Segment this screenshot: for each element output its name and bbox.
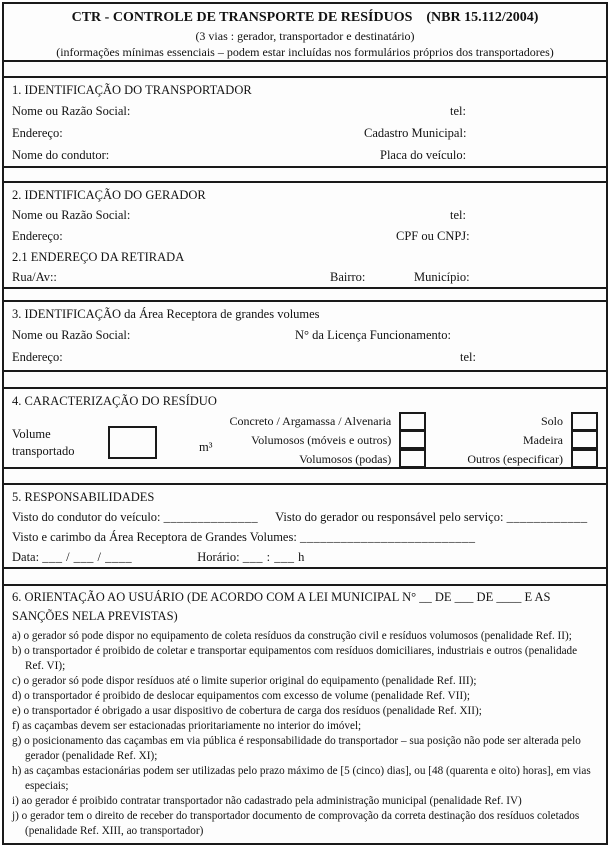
guidance-item-i: i) ao gerador é proibido contratar transportador não cadastrado pela administração municipal (penalidade Ref. IV) — [12, 795, 522, 807]
checkbox-outros[interactable] — [571, 449, 598, 468]
section-gap — [4, 62, 606, 76]
city-label: Município: — [414, 270, 470, 284]
driver-signature-blank[interactable]: ______________ — [163, 510, 259, 524]
responsibilities-title: 5. RESPONSABILIDADES — [12, 490, 155, 504]
ctr-form-document — [2, 2, 608, 845]
generator-address-row — [12, 226, 598, 247]
transporter-name-row — [12, 100, 598, 122]
date-time-row — [12, 547, 598, 567]
driver-name-label: Nome do condutor: — [12, 148, 110, 162]
pickup-address-title: 2.1 ENDEREÇO DA RETIRADA — [12, 250, 185, 264]
pickup-street-row — [12, 267, 598, 288]
receiver-signature-label: Visto e carimbo da Área Receptora de Grandes Volumes: — [12, 530, 297, 544]
driver-signature-label: Visto do condutor do veículo: — [12, 510, 161, 524]
form-title: CTR - CONTROLE DE TRANSPORTE DE RESÍDUOS — [71, 10, 413, 25]
generator-title: 2. IDENTIFICAÇÃO DO GERADOR — [12, 188, 206, 202]
section-gap — [4, 569, 606, 584]
checkbox-solo[interactable] — [571, 412, 598, 431]
volume-unit-label: m³ — [199, 439, 213, 454]
nbr-reference: (NBR 15.112/2004) — [426, 10, 539, 25]
section-transporter — [4, 76, 606, 168]
section-responsibilities — [4, 483, 606, 569]
waste-body — [12, 412, 598, 469]
option-row-solo — [426, 412, 598, 431]
transporter-name-label: Nome ou Razão Social: — [12, 104, 131, 118]
receiving-name-row — [12, 324, 598, 346]
guidance-item-a: a) o gerador só pode dispor no equipamento de coleta resíduos da construção civil e resíduos volumosos (penalidade Ref. II); — [12, 630, 572, 642]
madeira-label: Madeira — [523, 433, 563, 447]
transporter-driver-row — [12, 144, 598, 166]
checkbox-volumosos-moveis[interactable] — [399, 430, 426, 449]
option-row-volumosos-podas — [230, 450, 427, 469]
option-row-outros — [426, 450, 598, 469]
form-header — [4, 4, 606, 62]
receiver-signature-blank[interactable]: __________________________ — [299, 530, 476, 544]
vehicle-plate-label: Placa do veículo: — [380, 148, 467, 162]
section-gap — [4, 469, 606, 483]
checkbox-concreto-argamassa-alvenaria[interactable] — [399, 412, 426, 431]
checkbox-volumosos-podas[interactable] — [399, 449, 426, 468]
copies-note: (3 vias : gerador, transportador e destinatário) — [195, 29, 415, 43]
receiving-address-label: Endereço: — [12, 350, 63, 364]
section-gap — [4, 289, 606, 300]
concreto-label: Concreto / Argamassa / Alvenaria — [229, 414, 392, 428]
signatures-row-2 — [12, 527, 598, 547]
receiving-area-title: 3. IDENTIFICAÇÃO da Área Receptora de grandes volumes — [12, 307, 320, 321]
transporter-address-row — [12, 122, 598, 144]
section-waste-characterization — [4, 387, 606, 469]
guidance-item-j: j) o gerador tem o direito de receber do transportador documento de comprovação da correta destinação dos resíduos coletados (penalidade Ref. XIII, ao transportador) — [12, 810, 580, 837]
waste-options-left — [230, 412, 427, 469]
volumosos-podas-label: Volumosos (podas) — [299, 452, 392, 466]
generator-tel-label: tel: — [450, 208, 466, 222]
guidance-item-h: h) as caçambas estacionárias podem ser utilizadas pelo prazo máximo de [5 (cinco) dias], ou [48 (quarenta e oito) horas], em vias especiais; — [12, 765, 591, 792]
section-gap — [4, 168, 606, 181]
option-row-volumosos-moveis — [230, 431, 427, 450]
generator-signature-blank[interactable]: ____________ — [506, 510, 588, 524]
receiving-tel-label: tel: — [460, 350, 476, 364]
transporter-address-label: Endereço: — [12, 126, 63, 140]
time-blank[interactable]: ___ : ___ h — [242, 550, 305, 564]
guidance-item-c: c) o gerador só pode dispor resíduos até o limite superior original do equipamento (penalidade Ref. III); — [12, 675, 477, 687]
outros-label: Outros (especificar) — [467, 452, 563, 466]
volume-group — [12, 412, 230, 460]
generator-name-label: Nome ou Razão Social: — [12, 208, 131, 222]
street-label: Rua/Av:: — [12, 270, 57, 284]
transporter-tel-label: tel: — [450, 104, 466, 118]
generator-signature-label: Visto do gerador ou responsável pelo serviço: — [275, 510, 504, 524]
guidance-item-f: f) as caçambas devem ser estacionadas prioritariamente no interior do imóvel; — [12, 720, 362, 732]
signatures-row-1 — [12, 507, 598, 527]
solo-label: Solo — [540, 414, 563, 428]
generator-address-label: Endereço: — [12, 229, 63, 243]
guidance-item-d: d) o transportador é proibido de deslocar equipamentos com excesso de volume (penalidade Ref. VII); — [12, 690, 471, 702]
transporter-title: 1. IDENTIFICAÇÃO DO TRANSPORTADOR — [12, 83, 252, 97]
option-row-madeira — [426, 431, 598, 450]
guidance-item-b: b) o transportador é proibido de coletar e transportar equipamentos com resíduos domiciliares, industriais e outros (penalidade Ref. VI); — [12, 645, 578, 672]
guidance-item-g: g) o posicionamento das caçambas em via pública é responsabilidade do transportador – sua posição não pode ser alterada pelo gerador (penalidade Ref. XI); — [12, 735, 581, 762]
form-title-row — [12, 7, 598, 28]
volume-input-box[interactable] — [108, 426, 157, 459]
receiving-address-row — [12, 346, 598, 368]
generator-name-row — [12, 205, 598, 226]
date-label: Data: — [12, 550, 40, 564]
info-note: (informações mínimas essenciais – podem estar incluídas nos formulários próprios dos transportadores) — [56, 45, 554, 59]
time-label: Horário: — [197, 550, 240, 564]
section-generator — [4, 181, 606, 289]
receiving-name-label: Nome ou Razão Social: — [12, 328, 131, 342]
date-blank[interactable]: ___ / ___ / ____ — [42, 550, 133, 564]
volume-label: Volume transportado — [12, 427, 75, 458]
section-receiving-area — [4, 300, 606, 372]
section-gap — [4, 372, 606, 387]
section-user-guidance — [4, 584, 606, 843]
waste-title: 4. CARACTERIZAÇÃO DO RESÍDUO — [12, 394, 217, 408]
volumosos-moveis-label: Volumosos (móveis e outros) — [251, 433, 392, 447]
guidance-title: 6. ORIENTAÇÃO AO USUÁRIO (DE ACORDO COM A LEI MUNICIPAL N° __ DE ___ DE ____ E AS SANÇÕES NELA PREVISTAS) — [12, 590, 551, 623]
guidance-item-e: e) o transportador é obrigado a usar dispositivo de cobertura de carga dos resíduos (penalidade Ref. XII); — [12, 705, 482, 717]
checkbox-madeira[interactable] — [571, 430, 598, 449]
option-row-concreto — [230, 412, 427, 431]
cpf-cnpj-label: CPF ou CNPJ: — [396, 229, 470, 243]
license-number-label: N° da Licença Funcionamento: — [295, 328, 451, 342]
waste-options-right — [426, 412, 598, 469]
municipal-registry-label: Cadastro Municipal: — [364, 126, 467, 140]
district-label: Bairro: — [330, 270, 366, 284]
